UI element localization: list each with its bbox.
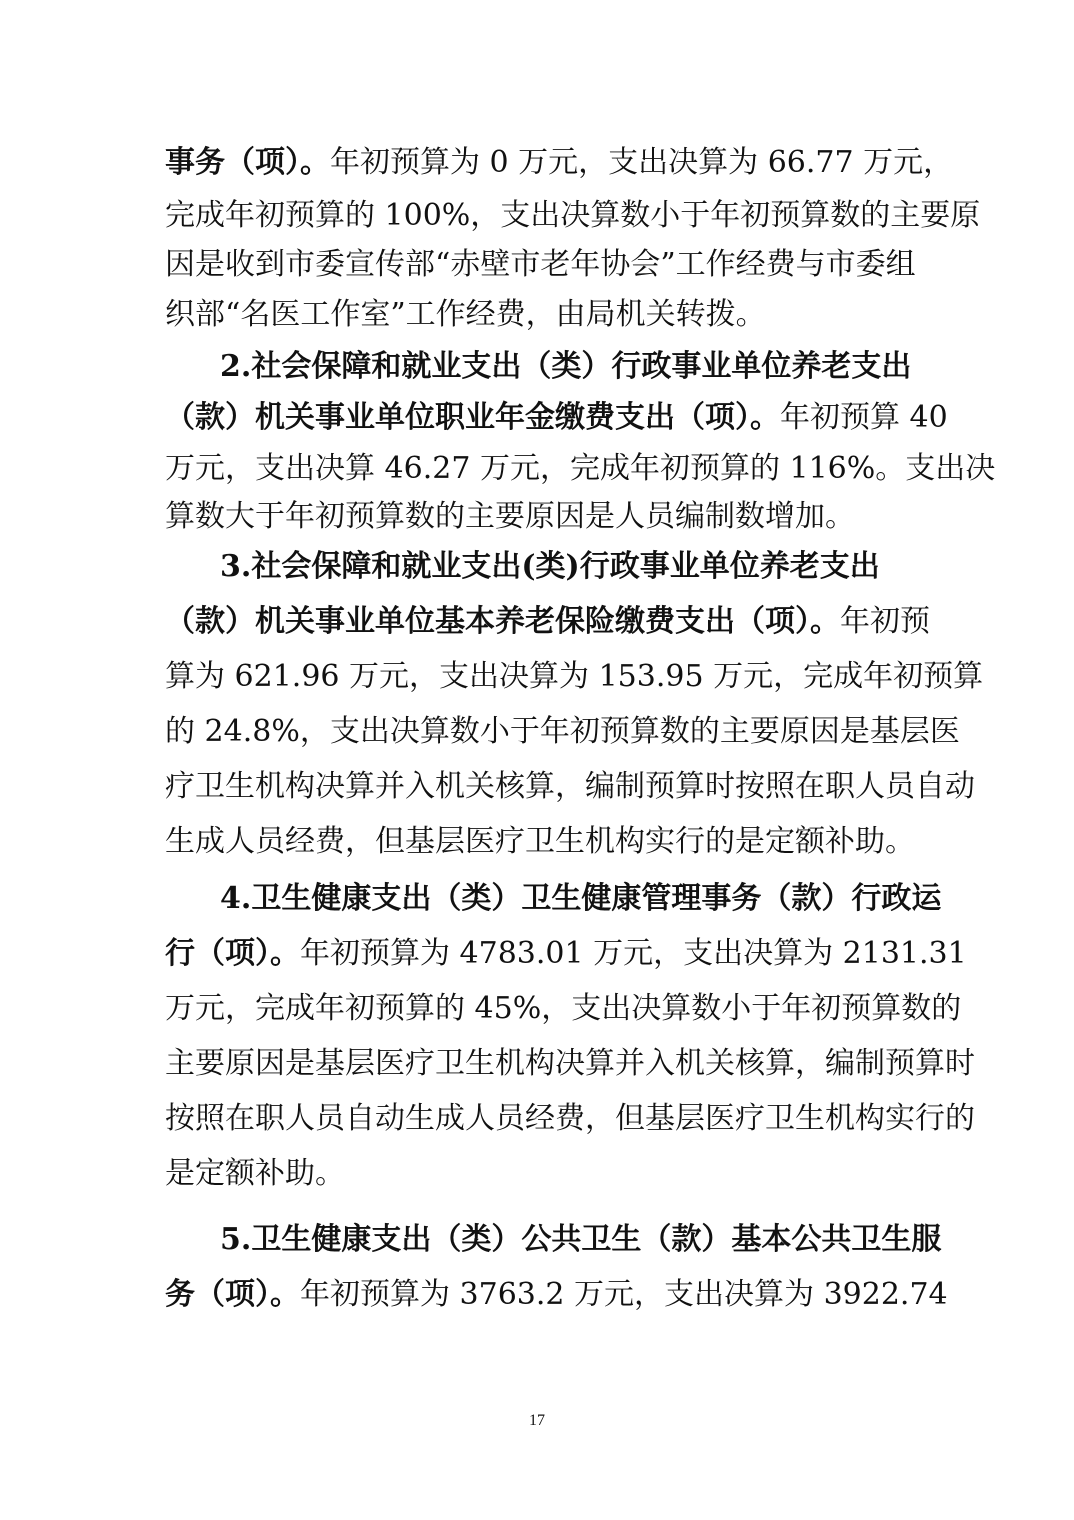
line-text: 年初预算 40 (780, 400, 948, 435)
line-text: 年初预算为 3763.2 万元，支出决算为 3922.74 (300, 1277, 948, 1312)
text-line-5 (220, 347, 1074, 387)
item-heading: 5.卫生健康支出（类）公共卫生（款）基本公共卫生服 (220, 1222, 942, 1257)
line-text: 生成人员经费，但基层医疗卫生机构实行的是定额补助。 (165, 824, 915, 859)
text-line-12 (165, 712, 1074, 752)
text-line-9 (220, 547, 1074, 587)
text-line-18 (165, 1044, 1074, 1084)
text-line-21 (220, 1220, 1074, 1260)
line-text: 年初预 (840, 604, 930, 639)
item-heading: 4.卫生健康支出（类）卫生健康管理事务（款）行政运 (220, 881, 942, 916)
line-text: 算为 621.96 万元，支出决算为 153.95 万元，完成年初预算 (165, 659, 984, 694)
text-line-3 (165, 245, 1074, 285)
line-text: 年初预算为 4783.01 万元，支出决算为 2131.31 (300, 936, 967, 971)
item-heading: 2.社会保障和就业支出（类）行政事业单位养老支出 (220, 349, 912, 384)
text-line-11 (165, 657, 1074, 697)
line-text: 算数大于年初预算数的主要原因是人员编制数增加。 (165, 499, 855, 534)
text-line-6 (165, 398, 1074, 438)
line-text: 的 24.8%，支出决算数小于年初预算数的主要原因是基层医 (165, 714, 960, 749)
text-line-14 (165, 822, 1074, 862)
item-heading: （款）机关事业单位职业年金缴费支出（项）。 (165, 400, 780, 435)
line-text: 因是收到市委宣传部“赤壁市老年协会”工作经费与市委组 (165, 247, 916, 282)
text-line-20 (165, 1154, 1074, 1194)
text-line-10 (165, 602, 1074, 642)
text-line-22 (165, 1275, 1074, 1315)
item-heading: （款）机关事业单位基本养老保险缴费支出（项）。 (165, 604, 840, 639)
line-text: 疗卫生机构决算并入机关核算，编制预算时按照在职人员自动 (165, 769, 975, 804)
text-line-15 (220, 879, 1074, 919)
line-text: 主要原因是基层医疗卫生机构决算并入机关核算，编制预算时 (165, 1046, 975, 1081)
item-heading: 行（项）。 (165, 936, 300, 971)
text-line-13 (165, 767, 1074, 807)
text-line-1 (165, 143, 1074, 183)
page-number: 17 (529, 1412, 545, 1429)
item-heading: 务（项）。 (165, 1277, 300, 1312)
line-text: 年初预算为 0 万元，支出决算为 66.77 万元， (330, 145, 954, 180)
line-text: 万元，支出决算 46.27 万元，完成年初预算的 116%。支出决 (165, 451, 996, 486)
text-line-17 (165, 989, 1074, 1029)
item-heading: 3.社会保障和就业支出(类)行政事业单位养老支出 (220, 549, 880, 584)
item-heading: 事务（项）。 (165, 145, 330, 180)
text-line-2 (165, 196, 1074, 236)
line-text: 万元，完成年初预算的 45%，支出决算数小于年初预算数的 (165, 991, 962, 1026)
line-text: 织部“名医工作室”工作经费，由局机关转拨。 (165, 297, 766, 332)
text-line-19 (165, 1099, 1074, 1139)
line-text: 按照在职人员自动生成人员经费，但基层医疗卫生机构实行的 (165, 1101, 975, 1136)
line-text: 是定额补助。 (165, 1156, 345, 1191)
text-line-4 (165, 295, 1074, 335)
text-line-7 (165, 449, 1074, 489)
text-line-8 (165, 497, 1074, 537)
text-line-16 (165, 934, 1074, 974)
line-text: 完成年初预算的 100%，支出决算数小于年初预算数的主要原 (165, 198, 981, 233)
